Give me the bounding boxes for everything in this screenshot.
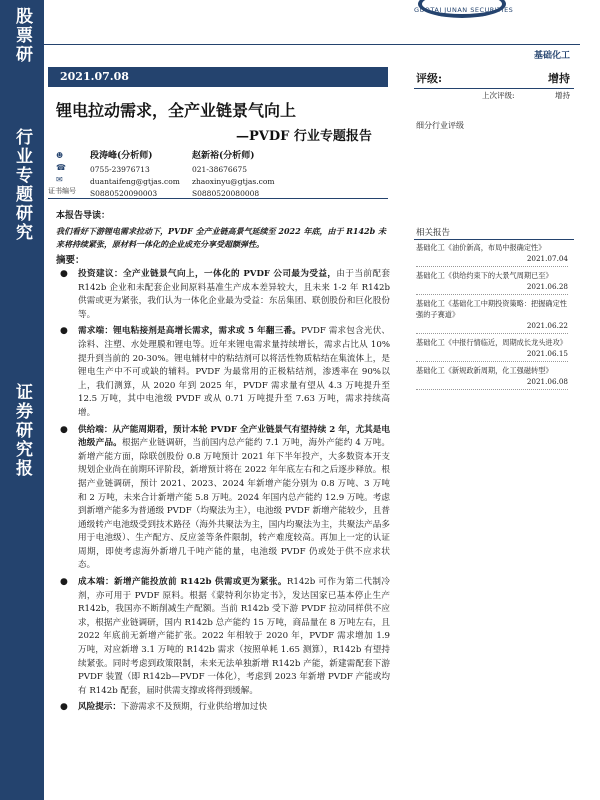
related-report-item[interactable] <box>416 298 568 334</box>
analyst-email[interactable]: duantaifeng@gtjas.com <box>90 177 180 186</box>
analyst-name: 段涛峰(分析师) <box>90 151 153 161</box>
bullet-icon: ● <box>60 577 68 588</box>
related-report-date: 2021.06.15 <box>526 349 568 358</box>
analyst-card <box>192 150 274 200</box>
sidebar-label-bottom: 证券研究报 <box>12 382 32 478</box>
analyst-card <box>90 150 180 200</box>
bullet-icon: ● <box>60 702 68 713</box>
analyst-divider <box>48 198 388 199</box>
brand-logo <box>400 0 570 22</box>
related-report-date: 2021.07.04 <box>526 254 568 263</box>
analyst-code: S0880520090003 <box>90 189 158 198</box>
analyst-code: S0880520080008 <box>192 189 260 198</box>
summary-item <box>56 701 390 715</box>
analyst-icons <box>56 150 68 186</box>
sub-industry-rating-label: 细分行业评级 <box>416 121 464 130</box>
report-title: 锂电拉动需求，全产业链景气向上 <box>56 101 297 120</box>
summary-heading: 摘要： <box>56 255 85 266</box>
summary-item <box>56 268 390 322</box>
sidebar-label-middle: 行业专题研究 <box>12 128 32 242</box>
sidebar <box>0 0 44 800</box>
bullet-icon: ● <box>60 326 68 337</box>
guide-heading: 本报告导读： <box>56 211 111 221</box>
related-report-title: 基础化工《中报行情临近，周期成长龙头进攻》 <box>416 338 567 347</box>
guide-text: 我们看好下游锂电需求拉动下，PVDF 全产业链高景气延续至 2022 年底，由于 R142b 未来将持续紧张，原材料一体化的企业成充分享受超额弹性。 <box>56 226 386 249</box>
related-report-title: 基础化工《新规政新周期，化工强磁转型》 <box>416 366 553 375</box>
related-report-date: 2021.06.08 <box>526 377 568 386</box>
related-report-item[interactable] <box>416 242 568 267</box>
previous-rating-value: 增持 <box>555 91 570 100</box>
summary-item-lead: 成本端：新增产能投放前 R142b 供需或更为紧张。 <box>78 577 287 588</box>
related-report-date: 2021.06.22 <box>526 321 568 330</box>
bullet-icon: ● <box>60 269 68 279</box>
industry-tag: 基础化工 <box>533 51 570 61</box>
related-reports-list <box>416 242 568 393</box>
analyst-name: 赵新裕(分析师) <box>192 151 255 161</box>
summary-item <box>56 325 390 420</box>
related-reports-heading: 相关报告 <box>416 228 451 238</box>
related-report-item[interactable] <box>416 365 568 390</box>
analyst-email[interactable]: zhaoxinyu@gtjas.com <box>192 177 275 186</box>
summary-item-text: R142b 可作为第二代制冷剂，亦可用于 PVDF 原料。根据《蒙特利尔协定书》，发达国家已基本停止生产 R142b，我国亦不断削减生产配额。当前 R142b 受下游 PVDF 拉动同样供不应求，根据产业链调研，国内 R142b 总产能约 15 万吨，商品量在 8 万吨左右，且 2022 年底前无新增产能扩张。2022 年相较于 2020 年，PVDF 需求增加 1.9 万吨，对应新增 3.1 万吨的 R142b 需求（按照单耗 1.65 测算），R142b 有望持续紧张。同时考虑到政策限制，未来无法单独新增 R142b 产能，新建需配套下游 PVDF 装置（即 R142b—PVDF 一体化），考虑到 2023 年新增 PVDF 产能或均有 R142b 配套，届时供需支撑或将得到缓解。 <box>78 577 390 696</box>
rating-value: 增持 <box>548 72 570 85</box>
summary-item-lead: 供给端：从产能周期看，预计本轮 PVDF 全产业链景气有望持续 2 年，尤其是电池级产品。 <box>78 424 390 449</box>
related-report-title: 基础化工《基础化工中期投资策略：把握确定性强的子赛道》 <box>416 299 567 319</box>
related-report-item[interactable] <box>416 270 568 295</box>
summary-item-lead: 投资建议：全产业链景气向上，一体化的 PVDF 公司最为受益， <box>78 269 337 279</box>
rating-label: 评级: <box>416 72 443 85</box>
related-divider <box>414 239 574 240</box>
previous-rating-label: 上次评级: <box>482 91 515 100</box>
summary-item-lead: 风险提示： <box>78 702 121 713</box>
user-icon: ☻ <box>56 151 64 160</box>
summary-item <box>56 576 390 698</box>
analyst-phone: 0755-23976713 <box>90 165 150 174</box>
report-subtitle: —PVDF 行业专题报告 <box>236 129 372 144</box>
brand-text: GUOTAI JUNAN SECURITIES <box>414 6 514 14</box>
header-divider <box>44 44 580 45</box>
rating-divider <box>414 88 574 89</box>
report-date: 2021.07.08 <box>60 70 129 83</box>
certificate-label: 证书编号 <box>48 187 76 195</box>
summary-item-text: 由于当前配套 R142b 企业和未配套企业间原料基准生产成本差异较大，且未来 1-2 年 R142b 供需或更为紧张，我们认为一体化企业最为受益：东岳集团、联创股份和巨化股份等。 <box>78 269 390 320</box>
related-report-title: 基础化工《供给约束下的大景气周期已至》 <box>416 271 553 280</box>
email-icon: ✉ <box>56 175 63 184</box>
phone-icon: ☎ <box>56 163 66 172</box>
summary-item-lead: 需求端：锂电粘接剂是高增长需求，需求或 5 年翻三番。 <box>78 326 301 337</box>
bullet-icon: ● <box>60 424 68 435</box>
summary-item <box>56 424 390 574</box>
date-banner <box>48 67 388 87</box>
sidebar-label-top: 股票研 <box>12 6 32 64</box>
summary-list <box>56 268 390 718</box>
related-report-title: 基础化工《油价新高，布局中报确定性》 <box>416 243 546 252</box>
analyst-phone: 021-38676675 <box>192 165 248 174</box>
related-report-date: 2021.06.28 <box>526 282 568 291</box>
related-report-item[interactable] <box>416 337 568 362</box>
summary-item-text: PVDF 需求包含光伏、涂料、注塑、水处理膜和锂电等。近年来锂电需求量持续增长，需求占比从 10%提升到当前的 20-30%。锂电辅材中的粘结剂可以将活性物质粘结在集流体上，是锂电生产中不可或缺的辅料。PVDF 为最常用的正极粘结剂，渗透率在 90%以上，我们测算，从 2020 年到 2025 年，PVDF 需求量有望从 4.3 万吨提升至 12.5 万吨，其中电池级 PVDF 或从 0.71 万吨提升至 7.63 万吨，需求持续高增。 <box>78 326 390 418</box>
summary-item-text: 根据产业链调研，当前国内总产能约 7.1 万吨，海外产能约 4 万吨。新增产能方面，除联创股份 0.8 万吨预计 2021 年下半年投产，大多数资本开支规划企业尚在前期环评阶段，新增预计将在 2022 年年底左右和之后逐步释放。根据产业链调研，预计 2021、2023、2024 年新增产能分别为 0.8 万吨、3 万吨和 2 万吨，未来合计新增产能 5.8 万吨。2024 年国内总产能约 12.9 万吨。考虑到新增产能多为普通级 PVDF（均聚法为主），电池级 PVDF 新增产能较少，且普通级转产电池级受到技术路径（海外共聚法为主，国内均聚法为主，共聚法产品多用于电池级）、生产配方、反应釜等条件限制，转产难度较高。再加上一定的认证周期，即使考虑海外新增几千吨产能的量，电池级 PVDF 仍或处于供不应求状态。 <box>78 438 390 571</box>
summary-item-text: 下游需求不及预期，行业供给增加过快 <box>120 702 268 713</box>
